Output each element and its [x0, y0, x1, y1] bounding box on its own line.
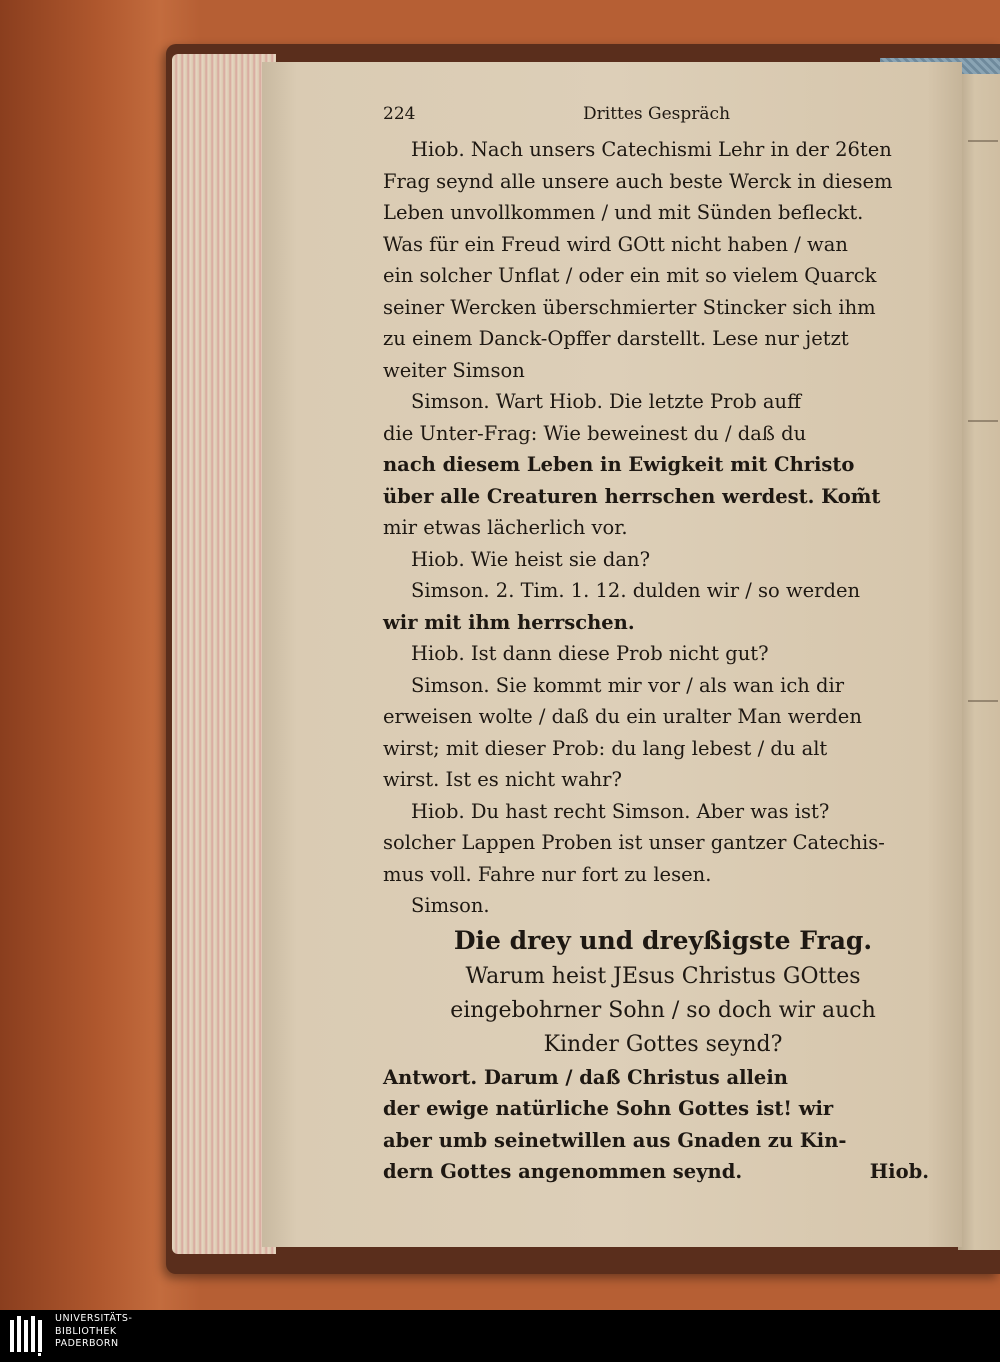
- library-name-line: BIBLIOTHEK: [55, 1325, 117, 1337]
- page-edges: [172, 54, 276, 1254]
- text-line: Simson. Wart Hiob. Die letzte Prob auff: [411, 390, 801, 413]
- page-text: [383, 100, 943, 1188]
- text-line: die Unter-Frag: Wie beweinest du / daß du: [383, 421, 807, 445]
- facing-page-edge: [958, 60, 1000, 1250]
- text-line: Hiob. Nach unsers Catechismi Lehr in der 26ten: [411, 138, 892, 161]
- answer-line: der ewige natürliche Sohn Gottes ist! wir: [383, 1097, 834, 1120]
- text-line: mir etwas lächerlich vor.: [383, 516, 628, 539]
- library-name-line: PADERBORN: [55, 1338, 119, 1349]
- text-line: mus voll. Fahre nur fort zu lesen.: [383, 862, 712, 886]
- question-title: Die drey und dreyßigste Frag.: [453, 925, 873, 955]
- text-line: Hiob. Wie heist sie dan?: [411, 547, 651, 571]
- text-line: ein solcher Unflat / oder ein mit so vielem Quarck: [383, 264, 877, 287]
- text-line: nach diesem Leben in Ewigkeit mit Christo: [383, 453, 855, 476]
- page-header: [383, 100, 943, 128]
- answer-line: Antwort. Darum / daß Christus allein: [383, 1065, 788, 1089]
- facing-page-text-trace: [968, 700, 998, 702]
- text-line: Frag seynd alle unsere auch beste Werck in diesem: [383, 169, 893, 193]
- question-line: Warum heist JEsus Christus GOttes: [465, 963, 861, 989]
- text-line: wir mit ihm herrschen.: [383, 610, 635, 634]
- library-name-line: UNIVERSITÄTS-: [55, 1313, 133, 1324]
- text-line: Was für ein Freud wird GOtt nicht haben / wan: [383, 232, 848, 256]
- text-line: seiner Wercken überschmierter Stincker sich ihm: [383, 295, 876, 319]
- text-line: zu einem Danck-Opffer darstellt. Lese nur jetzt: [383, 327, 849, 350]
- text-line: Hiob. Du hast recht Simson. Aber was ist?: [411, 799, 830, 823]
- text-line: erweisen wolte / daß du ein uralter Man werden: [383, 705, 862, 728]
- library-name: [55, 1313, 132, 1351]
- text-line: wirst; mit dieser Prob: du lang lebest / du alt: [383, 736, 828, 760]
- catchword: Hiob.: [869, 1160, 929, 1183]
- footer-bar: [0, 1310, 1000, 1362]
- text-line: Hiob. Ist dann diese Prob nicht gut?: [411, 642, 769, 665]
- text-line: weiter Simson: [383, 358, 525, 382]
- text-line: Leben unvollkommen / und mit Sünden befleckt.: [383, 201, 864, 224]
- text-line: Simson. Sie kommt mir vor / als wan ich dir: [411, 673, 845, 697]
- text-line: wirst. Ist es nicht wahr?: [383, 768, 622, 791]
- library-logo-icon: [10, 1316, 48, 1356]
- text-line: Simson. 2. Tim. 1. 12. dulden wir / so werden: [411, 579, 861, 602]
- text-line: über alle Creaturen herrschen werdest. Kom̃t: [383, 484, 881, 508]
- answer-line: dern Gottes angenommen seynd.: [383, 1160, 743, 1183]
- question-line: Kinder Gottes seynd?: [543, 1031, 783, 1057]
- text-line: Simson.: [411, 894, 490, 917]
- facing-page-text-trace: [968, 420, 998, 422]
- answer-line: aber umb seinetwillen aus Gnaden zu Kin-: [383, 1128, 847, 1152]
- running-head: Drittes Gespräch: [583, 104, 731, 124]
- facing-page-text-trace: [968, 140, 998, 142]
- page-number: 224: [383, 104, 416, 124]
- last-line: [383, 1156, 943, 1188]
- text-line: solcher Lappen Proben ist unser gantzer Catechis-: [383, 831, 885, 854]
- question-line: eingebohrner Sohn / so doch wir auch: [450, 997, 876, 1023]
